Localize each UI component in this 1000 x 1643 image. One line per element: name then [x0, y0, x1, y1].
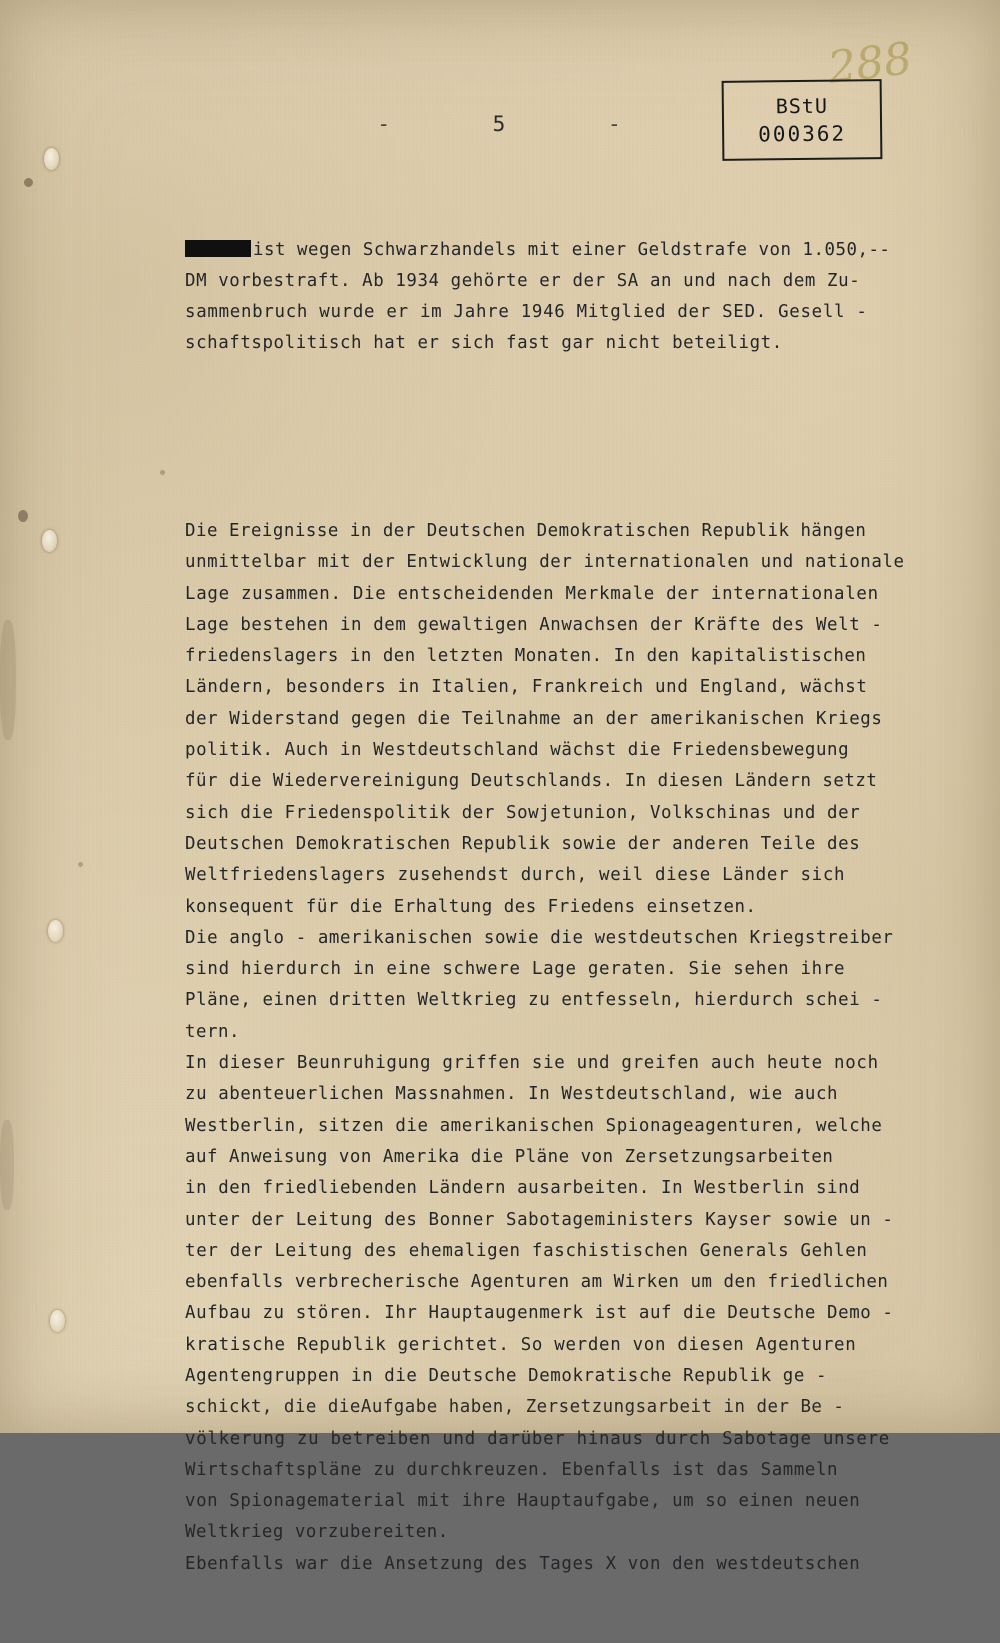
- text-line: politik. Auch in Westdeutschland wächst die Friedensbewegung: [185, 740, 850, 761]
- text-line: ter der Leitung des ehemaligen faschistischen Generals Gehlen: [185, 1240, 868, 1261]
- text-line: Die Ereignisse in der Deutschen Demokratischen Republik hängen: [185, 520, 867, 541]
- text-line: Westberlin, sitzen die amerikanischen Spionageagenturen, welche: [185, 1115, 883, 1136]
- text-line: auf Anweisung von Amerika die Pläne von Zersetzungsarbeiten: [185, 1146, 834, 1167]
- text-line: Pläne, einen dritten Weltkrieg zu entfesseln, hierdurch schei -: [185, 990, 883, 1011]
- paper-blemish: [18, 510, 28, 522]
- paragraph-spacer: [185, 422, 1000, 453]
- text-line: Aufbau zu stören. Ihr Hauptaugenmerk ist auf die Deutsche Demo -: [185, 1303, 894, 1324]
- text-line: unmittelbar mit der Entwicklung der internationalen und nationale: [185, 552, 905, 573]
- text-line: schickt, die dieAufgabe haben, Zersetzungsarbeit in der Be -: [185, 1397, 845, 1418]
- text-line: von Spionagematerial mit ihre Hauptaufgabe, um so einen neuen: [185, 1491, 861, 1512]
- paper-blemish: [24, 178, 33, 187]
- text-line: Ebenfalls war die Ansetzung des Tages X von den westdeutschen: [185, 1553, 861, 1574]
- text-line: zu abenteuerlichen Massnahmen. In Westdeutschland, wie auch: [185, 1084, 839, 1105]
- text-line: In dieser Beunruhigung griffen sie und greifen auch heute noch: [185, 1053, 879, 1074]
- text-line: kratische Republik gerichtet. So werden von diesen Agenturen: [185, 1334, 857, 1355]
- stamp-title: BStU: [775, 93, 829, 119]
- text-line: Lage zusammen. Die entscheidenden Merkmale der internationalen: [185, 583, 879, 604]
- text-line: Weltkrieg vorzubereiten.: [185, 1522, 449, 1543]
- page-number: 5: [492, 112, 508, 136]
- text-line: Wirtschaftspläne zu durchkreuzen. Ebenfalls ist das Sammeln: [185, 1459, 839, 1480]
- page-marker-left-dash: -: [377, 112, 393, 136]
- text-line: Lage bestehen in dem gewaltigen Anwachsen der Kräfte des Welt -: [185, 614, 883, 635]
- text-line: Deutschen Demokratischen Republik sowie der anderen Teile des: [185, 833, 861, 854]
- text-line: schaftspolitisch hat er sich fast gar nicht beteiligt.: [185, 333, 783, 354]
- text-line: sind hierdurch in eine schwere Lage geraten. Sie sehen ihre: [185, 959, 846, 980]
- page-marker: [0, 112, 1000, 136]
- text-line: Die anglo - amerikanischen sowie die westdeutschen Kriegstreiber: [185, 927, 894, 948]
- stamp-number: 000362: [758, 121, 847, 147]
- punch-hole: [50, 1310, 65, 1332]
- text-line: sich die Friedenspolitik der Sowjetunion, Volkschinas und der: [185, 802, 861, 823]
- pencil-annotation: 288: [825, 33, 915, 94]
- paper-blemish: [78, 862, 83, 867]
- text-line: [185, 235, 1000, 266]
- text-line: unter der Leitung des Bonner Sabotageministers Kayser sowie un -: [185, 1209, 894, 1230]
- text-line: Ländern, besonders in Italien, Frankreich und England, wächst: [185, 677, 868, 698]
- text-line: tern.: [185, 1021, 240, 1042]
- text-line: Agentengruppen in die Deutsche Demokratische Republik ge -: [185, 1365, 828, 1386]
- text-line-content: ist wegen Schwarzhandels mit einer Geldstrafe von 1.050,--: [253, 239, 891, 260]
- text-line: sammenbruch wurde er im Jahre 1946 Mitglied der SED. Gesell -: [185, 302, 868, 323]
- text-line: in den friedliebenden Ländern ausarbeiten. In Westberlin sind: [185, 1178, 861, 1199]
- document-body: [185, 172, 1000, 1643]
- paper-edge-wear: [0, 1120, 14, 1210]
- text-line: völkerung zu betreiben und darüber hinaus durch Sabotage unsere: [185, 1428, 890, 1449]
- text-line: friedenslagers in den letzten Monaten. In den kapitalistischen: [185, 646, 867, 667]
- text-line: konsequent für die Erhaltung des Friedens einsetzen.: [185, 896, 757, 917]
- paper-blemish: [160, 470, 165, 475]
- page-marker-right-dash: -: [607, 112, 623, 136]
- text-line: DM vorbestraft. Ab 1934 gehörte er der SA an und nach dem Zu-: [185, 270, 861, 291]
- paragraph-1: [185, 235, 1000, 360]
- text-line: für die Wiedervereinigung Deutschlands. In diesen Ländern setzt: [185, 771, 878, 792]
- text-line: ebenfalls verbrecherische Agenturen am Wirken um den friedlichen: [185, 1272, 889, 1293]
- paragraph-2: [185, 516, 1000, 1580]
- redaction-bar: [185, 240, 251, 257]
- text-line: der Widerstand gegen die Teilnahme an der amerikanischen Kriegs: [185, 708, 883, 729]
- text-line: Weltfriedenslagers zusehendst durch, weil diese Länder sich: [185, 865, 846, 886]
- punch-hole: [44, 148, 59, 170]
- punch-hole: [42, 530, 57, 552]
- punch-hole: [48, 920, 63, 942]
- paper-edge-wear: [0, 620, 16, 740]
